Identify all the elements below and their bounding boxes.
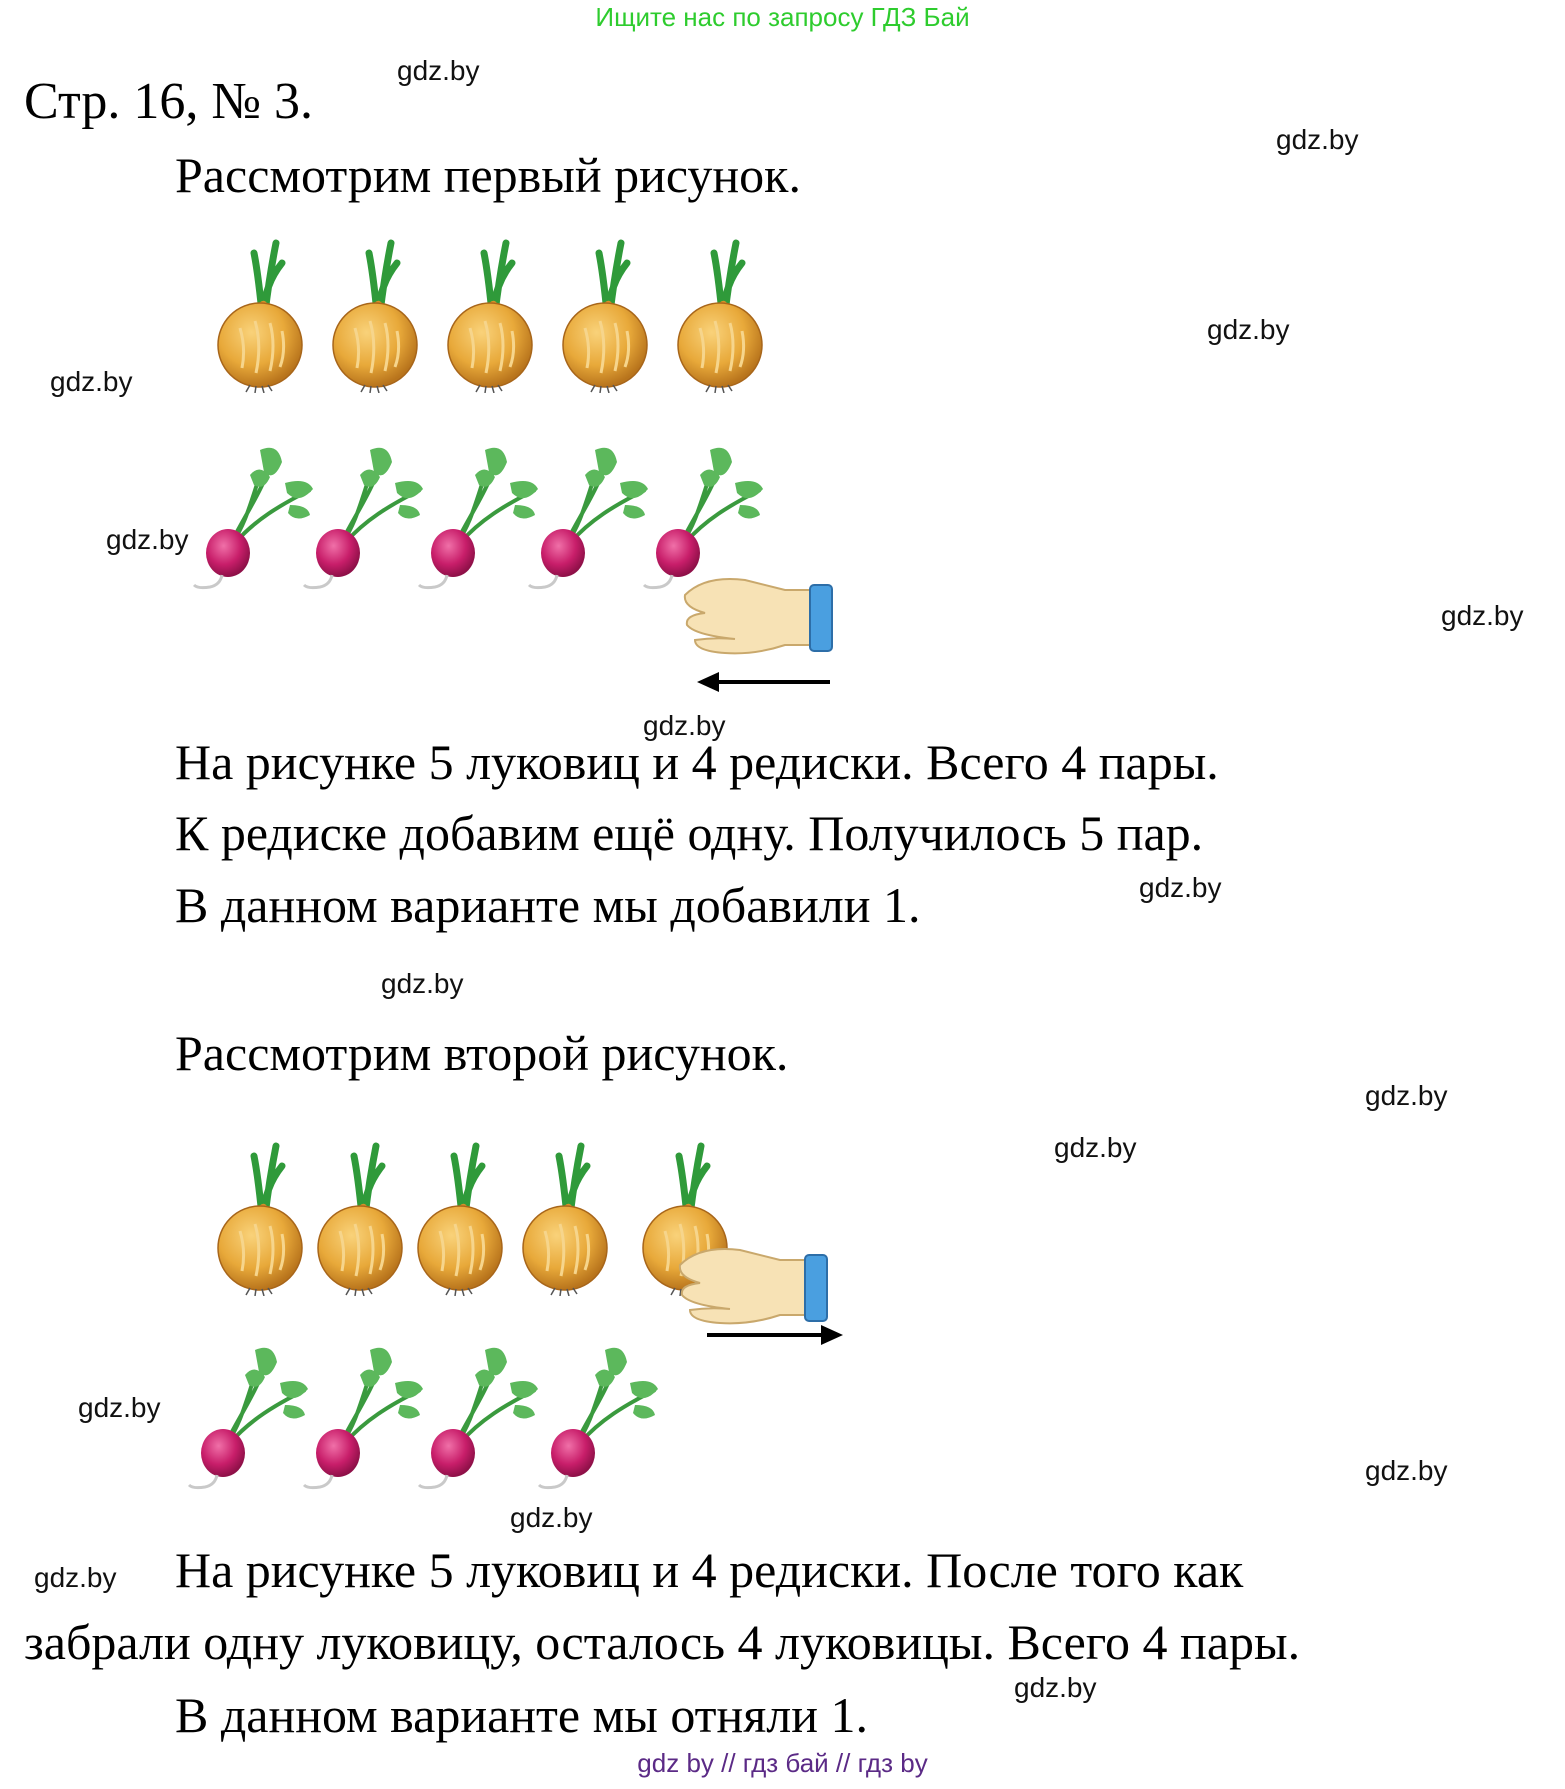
watermark: gdz.by <box>1365 1455 1448 1486</box>
arrow-left-icon <box>695 670 835 694</box>
watermark: gdz.by <box>50 366 133 397</box>
section1-line-3: В данном варианте мы добавили 1. <box>175 877 921 933</box>
section2-line-3: В данном варианте мы отняли 1. <box>175 1687 868 1743</box>
watermark: gdz.by <box>1139 872 1222 903</box>
watermark: gdz.by <box>381 968 464 999</box>
hand-icon <box>675 545 835 665</box>
page-title: Стр. 16, № 3. <box>24 73 313 130</box>
footer-links[interactable]: gdz by // гдз бай // гдз by <box>637 1748 928 1778</box>
watermark: gdz.by <box>1054 1132 1137 1163</box>
watermark: gdz.by <box>106 524 189 555</box>
section2-line-2: забрали одну луковицу, осталось 4 луковицы. Всего 4 пары. <box>24 1614 1301 1670</box>
section2-line-1: На рисунке 5 луковиц и 4 редиски. После того как <box>175 1542 1244 1598</box>
search-banner[interactable]: Ищите нас по запросу ГДЗ Бай <box>595 2 970 32</box>
watermark: gdz.by <box>78 1392 161 1423</box>
section1-heading: Рассмотрим первый рисунок. <box>175 147 801 203</box>
radish-icon <box>415 1335 555 1495</box>
onion-icon <box>310 1136 410 1296</box>
onion-icon <box>210 233 310 393</box>
watermark: gdz.by <box>1365 1080 1448 1111</box>
onion-icon <box>325 233 425 393</box>
watermark: gdz.by <box>1276 124 1359 155</box>
hand-icon <box>670 1215 830 1335</box>
section2-heading: Рассмотрим второй рисунок. <box>175 1025 789 1081</box>
watermark: gdz.by <box>510 1502 593 1533</box>
watermark: gdz.by <box>397 55 480 86</box>
section1-line-1: На рисунке 5 луковиц и 4 редиски. Всего 4 пары. <box>175 734 1219 790</box>
watermark: gdz.by <box>1441 600 1524 631</box>
arrow-right-icon <box>705 1323 845 1347</box>
onion-icon <box>210 1136 310 1296</box>
radish-icon <box>535 1335 675 1495</box>
figure-1-onions-radishes <box>175 225 865 705</box>
watermark: gdz.by <box>643 710 726 741</box>
onion-icon <box>515 1136 615 1296</box>
watermark: gdz.by <box>1207 314 1290 345</box>
onion-icon <box>440 233 540 393</box>
watermark: gdz.by <box>34 1562 117 1593</box>
onion-icon <box>555 233 655 393</box>
section1-line-2: К редиске добавим ещё одну. Получилось 5 пар. <box>175 805 1204 861</box>
onion-icon <box>670 233 770 393</box>
watermark: gdz.by <box>1014 1672 1097 1703</box>
onion-icon <box>410 1136 510 1296</box>
figure-2-onions-radishes <box>175 1120 855 1510</box>
